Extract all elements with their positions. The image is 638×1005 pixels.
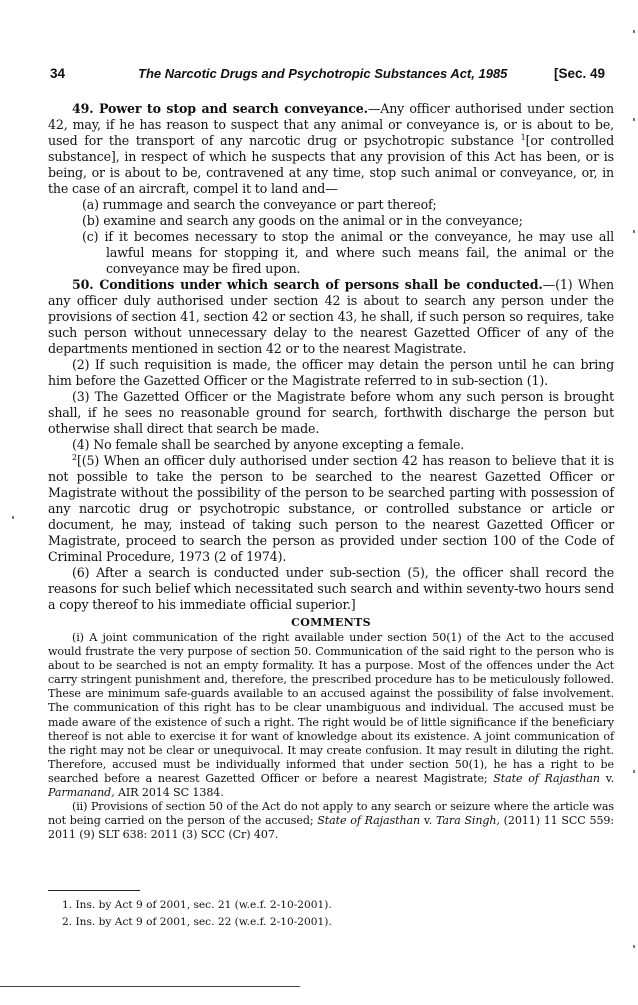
scan-speck xyxy=(633,118,635,121)
bottom-edge-line xyxy=(0,986,300,987)
comment-1: (i) A joint communication of the right available under section 50(1) of the Act to the accused would frustrate the very purpose of section 50. Communication of the said right to the person who is about to be searched is not an empty formality. It has a purpose. Most of the offences under the Act carry stringent punishment and, therefore, the prescribed procedure has to be meticulously followed. These are minimum safe-guards available to an accused against the possibility of false involvement. The communication of this right has to be clear unambiguous and individual. The accused must be made aware of the existence of such a right. The right would be of little significance if the beneficiary thereof is not able to exercise it for want of knowledge about its existence. A joint communication of the right may not be clear or unequivocal. It may create confusion. It may result in diluting the right. Therefore, accused must be individually informed that under section 50(1), he has a right to be searched before a nearest Gazetted Officer or before a nearest Magistrate; State of Rajasthan v. Parmanand, AIR 2014 SC 1384. xyxy=(48,631,614,800)
footnotes xyxy=(48,897,588,931)
section-50-subsection-5: $^2$[(5) When an officer duly authorised under section 42 has reason to believe that it is not possible to take the person to be searched to the nearest Gazetted Officer or Magistrate without the possibility of the person to be searched parting with possession of any narcotic drug or psychotropic substance, or controlled substance or article or document, he may, instead of taking such person to the nearest Gazetted Officer or Magistrate, proceed to search the person as provided under section 100 of the Code of Criminal Procedure, 1973 (2 of 1974). xyxy=(48,452,614,564)
case-name: Tara Singh, xyxy=(435,814,500,828)
page-body xyxy=(48,101,614,842)
case-name: State of Rajasthan xyxy=(317,814,421,828)
footnote-1: 1. Ins. by Act 9 of 2001, sec. 21 (w.e.f. 2-10-2001). xyxy=(62,899,332,911)
comments-block xyxy=(48,631,614,842)
scan-speck xyxy=(633,945,635,948)
scan-speck xyxy=(633,230,635,233)
case-name: State of Rajasthan xyxy=(493,771,600,785)
comments-heading: COMMENTS xyxy=(291,616,371,629)
clause-a: (a) rummage and search the conveyance or part thereof; xyxy=(82,197,437,212)
running-header xyxy=(50,66,610,86)
section-49-heading: 49. Power to stop and search conveyance. xyxy=(72,101,368,116)
clause-b: (b) examine and search any goods on the animal or in the conveyance; xyxy=(82,213,523,228)
scan-speck xyxy=(12,516,14,519)
footnote-marker-1: 1 xyxy=(520,132,526,142)
footnote-2: 2. Ins. by Act 9 of 2001, sec. 22 (w.e.f. 2-10-2001). xyxy=(62,916,332,928)
section-50-subsection-1: 50. Conditions under which search of persons shall be conducted.—(1) When any officer duly authorised under section 42 is about to search any person under the provisions of section 41, section 42 or section 43, he shall, if such person so requires, take such person without unnecessary delay to the nearest Gazetted Officer of any of the departments mentioned in section 42 or to the nearest Magistrate. xyxy=(48,277,614,356)
page-number: 34 xyxy=(50,66,66,81)
section-50-subsection-2: (2) If such requisition is made, the officer may detain the person until he can bring him before the Gazetted Officer or the Magistrate referred to in sub-section (1). xyxy=(48,357,614,388)
case-name: Parmanand, xyxy=(48,786,115,800)
section-reference: [Sec. 49 xyxy=(553,66,605,81)
comment-2: (ii) Provisions of section 50 of the Act do not apply to any search or seizure where the article was not being carried on the person of the accused; State of Rajasthan v. Tara Singh, (2011) 11 SCC 559: 2011 (9) SLT 638: 2011 (3) SCC (Cr) 407. xyxy=(48,800,614,842)
section-49-paragraph: 49. Power to stop and search conveyance.—Any officer authorised under section 42, may, if he has reason to suspect that any animal or conveyance is, or is about to be, used for the transport of any narcotic drug or psychotropic substance $^1$[or controlled substance], in respect of which he suspects that any provision of this Act has been, or is being, or is about to be, contravened at any time, stop such animal or conveyance, or, in the case of an aircraft, compel it to land and— xyxy=(48,101,614,196)
section-50-subsection-4: (4) No female shall be searched by anyone excepting a female. xyxy=(72,437,465,452)
scan-speck xyxy=(633,30,635,33)
scan-speck xyxy=(633,770,635,773)
clause-c: (c) if it becomes necessary to stop the animal or the conveyance, he may use all lawful means for stopping it, and where such means fail, the animal or the conveyance may be fired upon. xyxy=(82,229,614,276)
running-title: The Narcotic Drugs and Psychotropic Substances Act, 1985 xyxy=(138,66,508,81)
footnote-marker-2: 2 xyxy=(72,452,77,462)
section-50-subsection-6: (6) After a search is conducted under sub-section (5), the officer shall record the reasons for such belief which necessitated such search and within seventy-two hours send a copy thereof to his immediate official superior.] xyxy=(48,565,614,612)
section-50-subsection-3: (3) The Gazetted Officer or the Magistrate before whom any such person is brought shall, if he sees no reasonable ground for search, forthwith discharge the person but otherwise shall direct that search be made. xyxy=(48,389,614,436)
footnote-rule xyxy=(48,890,140,891)
section-50-heading: 50. Conditions under which search of persons shall be conducted. xyxy=(72,277,543,292)
